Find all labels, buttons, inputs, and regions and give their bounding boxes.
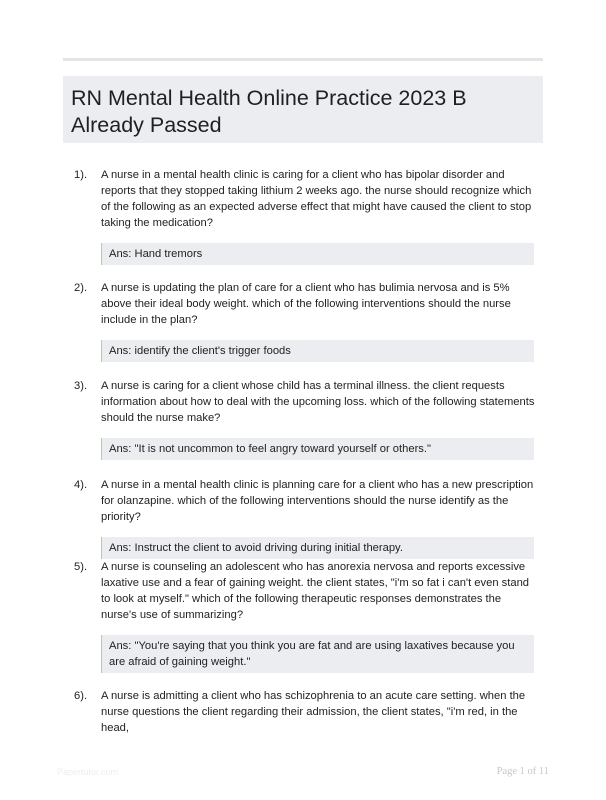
page-indicator: Page 1 of 11 (496, 766, 549, 777)
answer-box: Ans: identify the client's trigger foods (101, 340, 534, 362)
question-number: 4). (74, 479, 88, 491)
question-number: 2). (74, 282, 88, 294)
title-banner (63, 76, 543, 143)
answer-box: Ans: Instruct the client to avoid driving during initial therapy. (101, 537, 534, 559)
question-text: A nurse in a mental health clinic is planning care for a client who has a new prescription for olanzapine. which of the following interventions should the nurse identify as the priority? (101, 479, 534, 523)
top-divider (63, 58, 543, 61)
question-2 (74, 280, 544, 362)
question-number: 5). (74, 561, 88, 573)
watermark-text: Papertutor.com (57, 767, 119, 777)
question-text: A nurse is admitting a client who has schizophrenia to an acute care setting. when the nurse questions the client regarding their admission, the client states, "i'm red, in the head, (101, 690, 526, 734)
question-number: 1). (74, 169, 88, 181)
question-5 (74, 559, 544, 673)
answer-box: Ans: Hand tremors (101, 243, 534, 265)
answer-box: Ans: "It is not uncommon to feel angry toward yourself or others." (101, 438, 534, 460)
question-text: A nurse in a mental health clinic is caring for a client who has bipolar disorder and reports that they stopped taking lithium 2 weeks ago. the nurse should recognize which of the following as an expected adverse effect that might have caused the client to stop taking the medication? (101, 169, 532, 229)
document-title: RN Mental Health Online Practice 2023 B Already Passed (71, 86, 467, 137)
question-number: 6). (74, 690, 88, 702)
question-number: 3). (74, 380, 88, 392)
question-4 (74, 477, 544, 559)
question-text: A nurse is updating the plan of care for a client who has bulimia nervosa and is 5% above their ideal body weight. which of the following interventions should the nurse include in the plan? (101, 282, 511, 326)
question-3 (74, 378, 544, 460)
question-1 (74, 167, 544, 265)
answer-box: Ans: "You're saying that you think you are fat and are using laxatives because you are afraid of gaining weight." (101, 635, 534, 673)
question-text: A nurse is caring for a client whose child has a terminal illness. the client requests information about how to deal with the upcoming loss. which of the following statements should the nurse make? (101, 380, 535, 424)
question-6 (74, 688, 544, 736)
question-text: A nurse is counseling an adolescent who has anorexia nervosa and reports excessive laxative use and a fear of gaining weight. the client states, "i'm so fat i can't even stand to look at myself." which of the following therapeutic responses demonstrates the nurse's use of summarizing? (101, 561, 530, 621)
